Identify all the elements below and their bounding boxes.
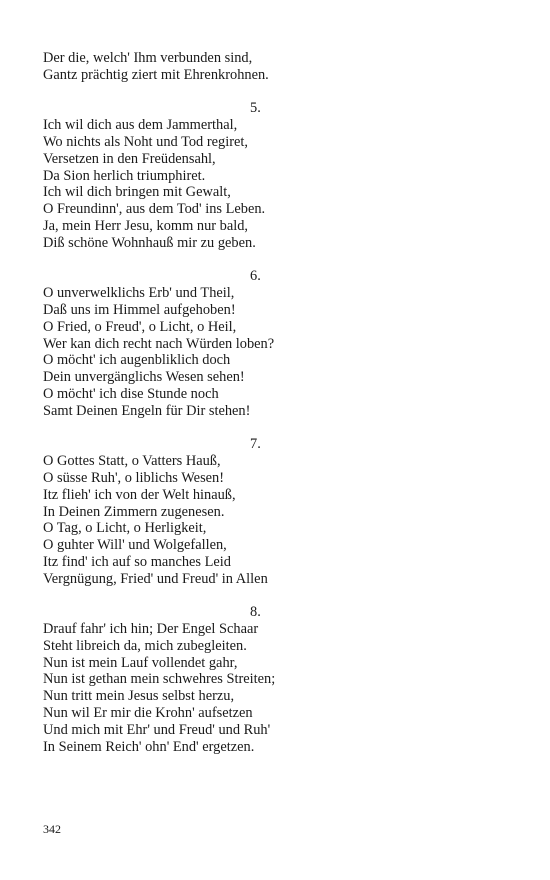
poem-line: O guhter Will' und Wolgefallen, xyxy=(43,537,227,554)
poem-line: Drauf fahr' ich hin; Der Engel Schaar xyxy=(43,621,259,638)
stanza-number: 6. xyxy=(250,268,261,285)
poem-line: Diß schöne Wohnhauß mir zu geben. xyxy=(43,234,256,251)
poem-line: Itz find' ich auf so manches Leid xyxy=(43,553,232,570)
poem-line: Wer kan dich recht nach Würden loben? xyxy=(43,335,275,352)
poem-line: O Fried, o Freud', o Licht, o Heil, xyxy=(43,318,237,335)
stanza-6 xyxy=(43,268,513,419)
poem-line: O Freundinn', aus dem Tod' ins Leben. xyxy=(43,201,266,218)
stanza-5 xyxy=(43,100,513,251)
poem-line: Samt Deinen Engeln für Dir stehen! xyxy=(43,402,251,419)
poem-line: O Tag, o Licht, o Herligkeit, xyxy=(43,520,207,537)
stanza-7 xyxy=(43,436,513,587)
poem-line: Der die, welch' Ihm verbunden sind, xyxy=(43,50,253,66)
intro-lines xyxy=(43,50,513,84)
poem-line: Versetzen in den Freüdensahl, xyxy=(43,150,216,167)
poem-line: Dein unvergänglichs Wesen sehen! xyxy=(43,369,245,386)
poem-line: Ich wil dich bringen mit Gewalt, xyxy=(43,184,231,201)
poem-line: Und mich mit Ehr' und Freud' und Ruh' xyxy=(43,721,271,738)
stanza-number: 5. xyxy=(250,100,261,117)
poem-line: Nun tritt mein Jesus selbst herzu, xyxy=(43,688,235,705)
poem-line: Gantz prächtig ziert mit Ehrenkrohnen. xyxy=(43,66,269,83)
poem-line: O Gottes Statt, o Vatters Hauß, xyxy=(43,453,221,470)
poem-line: Vergnügung, Fried' und Freud' in Allen xyxy=(43,570,268,587)
page-number: 342 xyxy=(43,822,61,836)
poem-line: Nun ist mein Lauf vollendet gahr, xyxy=(43,654,238,671)
poem-line: O unverwelklichs Erb' und Theil, xyxy=(43,285,235,302)
poem-line: Nun wil Er mir die Krohn' aufsetzen xyxy=(43,705,253,722)
poem-text xyxy=(43,50,513,772)
poem-line: Daß uns im Himmel aufgehoben! xyxy=(43,301,236,318)
stanza-number: 7. xyxy=(250,436,261,453)
poem-line: O möcht' ich dise Stunde noch xyxy=(43,385,219,402)
poem-line: Da Sion herlich triumphiret. xyxy=(43,167,206,184)
stanza-number: 8. xyxy=(250,604,261,621)
poem-line: Ich wil dich aus dem Jammerthal, xyxy=(43,117,238,134)
poem-line: Nun ist gethan mein schwehres Streiten; xyxy=(43,671,276,688)
poem-line: Ja, mein Herr Jesu, komm nur bald, xyxy=(43,217,249,234)
poem-line: O süsse Ruh', o liblichs Wesen! xyxy=(43,469,225,486)
poem-line: Itz flieh' ich von der Welt hinauß, xyxy=(43,486,236,503)
poem-line: In Seinem Reich' ohn' End' ergetzen. xyxy=(43,738,255,755)
poem-line: In Deinen Zimmern zugenesen. xyxy=(43,503,225,520)
poem-line: Steht libreich da, mich zubegleiten. xyxy=(43,637,247,654)
stanza-8 xyxy=(43,604,513,755)
poem-line: Wo nichts als Noht und Tod regiret, xyxy=(43,133,249,150)
poem-line: O möcht' ich augenbliklich doch xyxy=(43,352,231,369)
